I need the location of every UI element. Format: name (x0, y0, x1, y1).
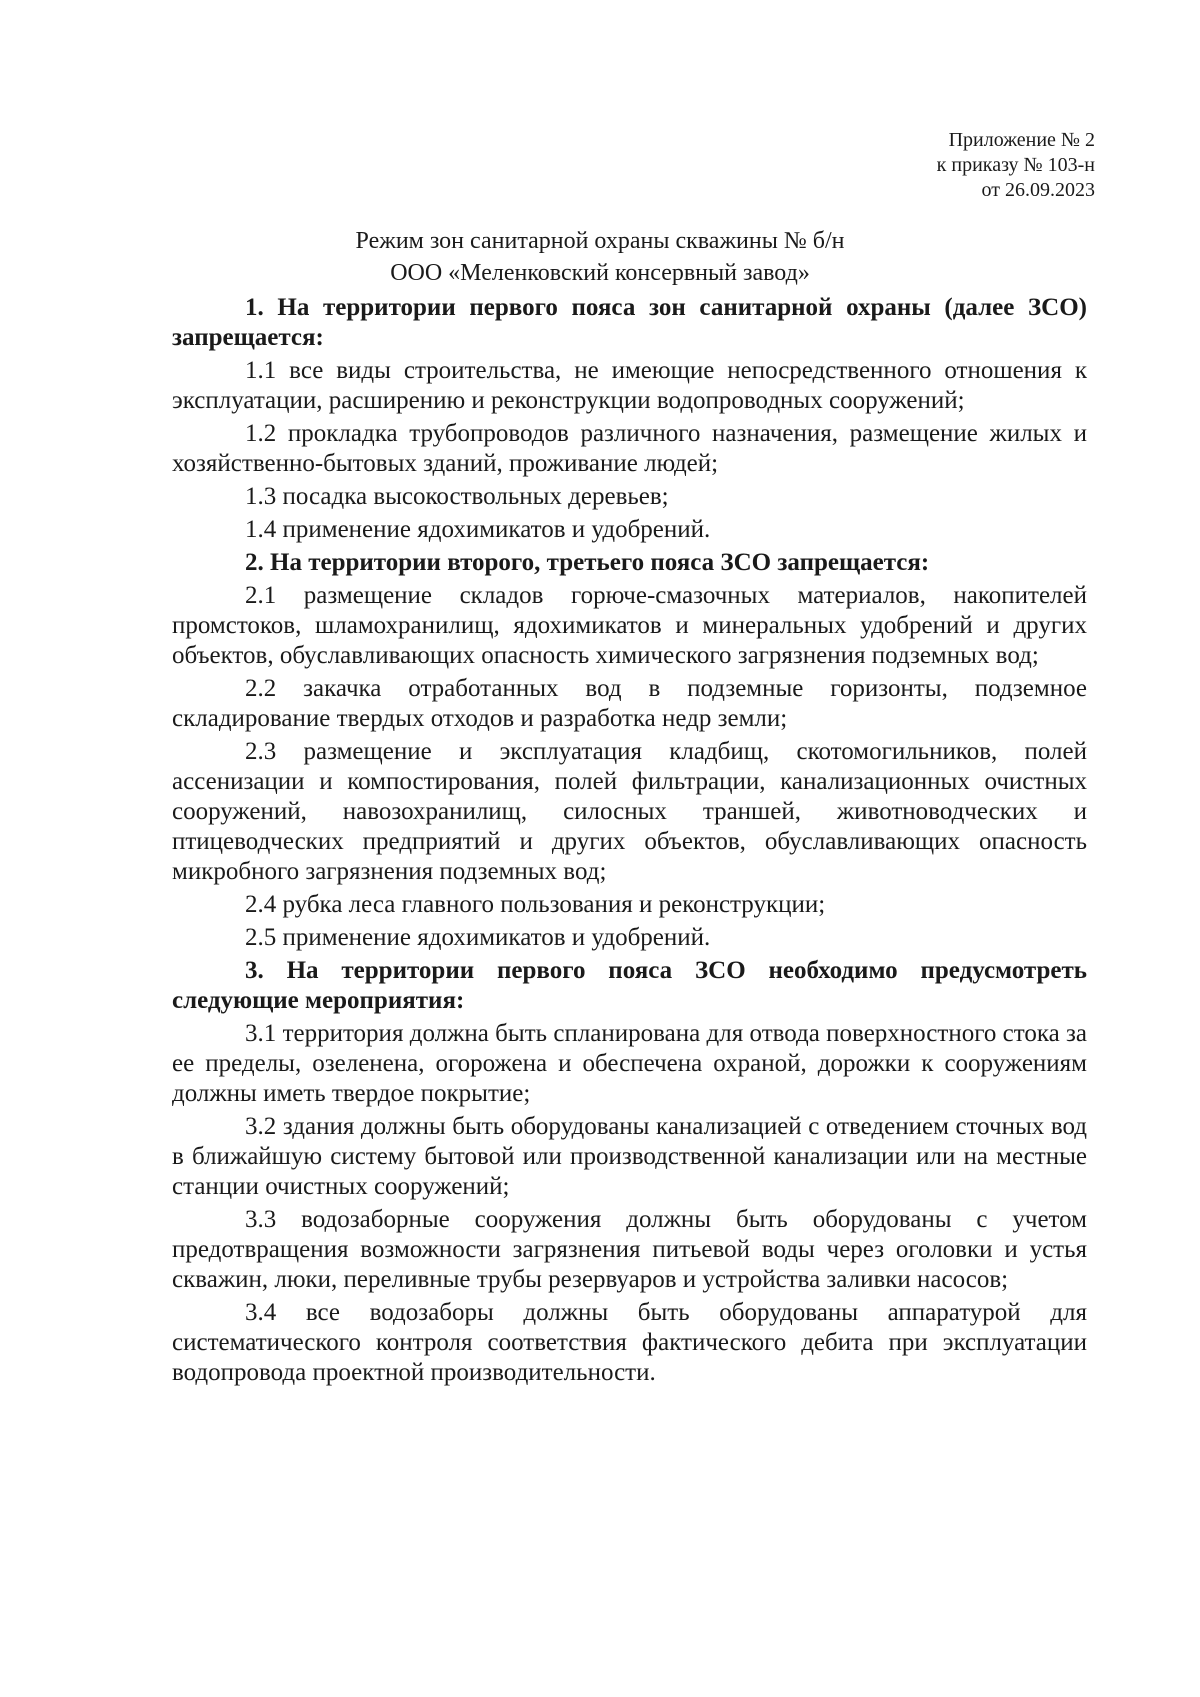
item-2-1: 2.1 размещение складов горюче-смазочных материалов, накопителей промстоков, шламохранилищ, ядохимикатов и минеральных удобрений и других объектов, обуславливающих опасность химического загрязнения подземных вод; (172, 582, 1087, 669)
section-3-heading: 3. На территории первого пояса ЗСО необходимо предусмотреть следующие мероприятия: (172, 957, 1087, 1014)
item-2-3: 2.3 размещение и эксплуатация кладбищ, скотомогильников, полей ассенизации и компостирования, полей фильтрации, канализационных очистных сооружений, навозохранилищ, силосных траншей, животноводческих и птицеводческих предприятий и других объектов, обуславливающих опасность микробного загрязнения подземных вод; (172, 738, 1087, 885)
item-2-4: 2.4 рубка леса главного пользования и реконструкции; (245, 891, 826, 918)
section-2-heading: 2. На территории второго, третьего пояса ЗСО запрещается: (245, 549, 930, 576)
attachment-number: Приложение № 2 (948, 129, 1095, 151)
item-3-3: 3.3 водозаборные сооружения должны быть оборудованы с учетом предотвращения возможности загрязнения питьевой воды через оголовки и устья скважин, люки, переливные трубы резервуаров и устройства заливки насосов; (172, 1206, 1087, 1293)
attachment-order: к приказу № 103-н (936, 154, 1095, 176)
document-body (172, 293, 1087, 1391)
attachment-reference (795, 128, 1095, 203)
document-title (150, 225, 1050, 289)
item-1-4: 1.4 применение ядохимикатов и удобрений. (245, 516, 711, 543)
item-3-4: 3.4 все водозаборы должны быть оборудованы аппаратурой для систематического контроля соответствия фактического дебита при эксплуатации водопровода проектной производительности. (172, 1299, 1087, 1386)
item-2-2: 2.2 закачка отработанных вод в подземные горизонты, подземное складирование твердых отходов и разработка недр земли; (172, 675, 1087, 732)
title-line-2: ООО «Меленковский консервный завод» (390, 260, 810, 286)
item-1-1: 1.1 все виды строительства, не имеющие непосредственного отношения к эксплуатации, расширению и реконструкции водопроводных сооружений; (172, 357, 1087, 414)
attachment-date: от 26.09.2023 (981, 179, 1095, 201)
item-3-1: 3.1 территория должна быть спланирована для отвода поверхностного стока за ее пределы, озеленена, огорожена и обеспечена охраной, дорожки к сооружениям должны иметь твердое покрытие; (172, 1020, 1087, 1107)
item-3-2: 3.2 здания должны быть оборудованы канализацией с отведением сточных вод в ближайшую систему бытовой или производственной канализации или на местные станции очистных сооружений; (172, 1113, 1087, 1200)
item-1-2: 1.2 прокладка трубопроводов различного назначения, размещение жилых и хозяйственно-бытовых зданий, проживание людей; (172, 420, 1087, 477)
title-line-1: Режим зон санитарной охраны скважины № б/н (355, 228, 845, 254)
item-1-3: 1.3 посадка высокоствольных деревьев; (245, 483, 669, 510)
item-2-5: 2.5 применение ядохимикатов и удобрений. (245, 924, 711, 951)
section-1-heading: 1. На территории первого пояса зон санитарной охраны (далее ЗСО) запрещается: (172, 294, 1087, 351)
